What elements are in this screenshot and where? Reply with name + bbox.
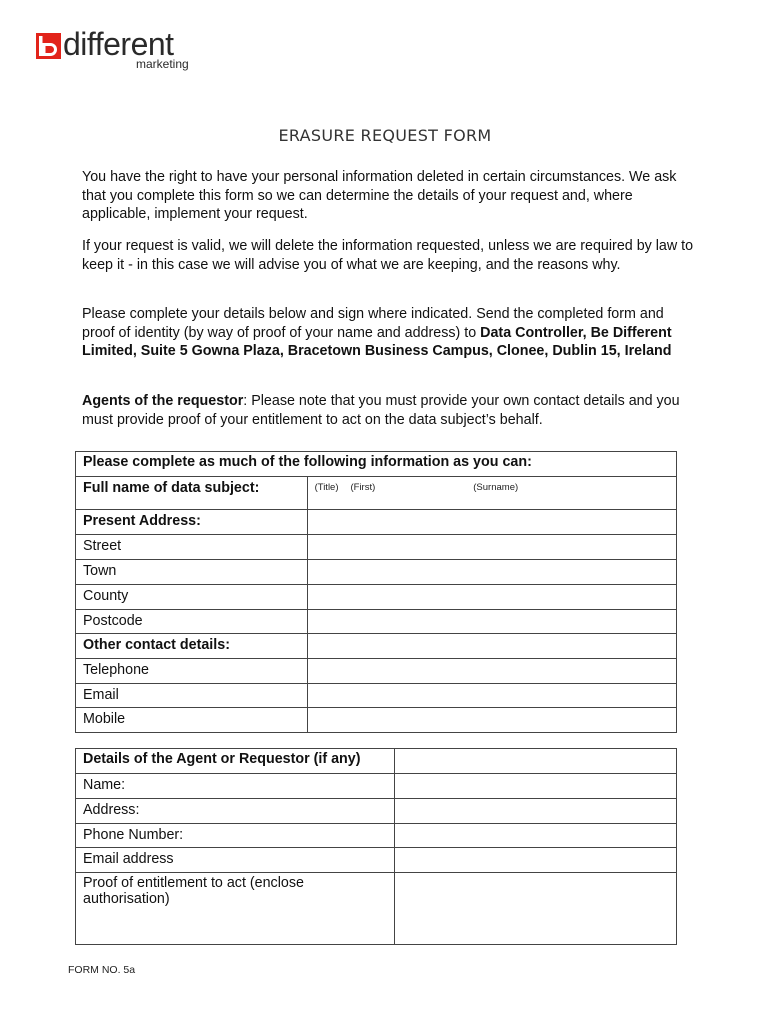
agent-table: [75, 748, 677, 945]
agents-text: : Please note that you must provide your own contact details and you must provide proof of your entitlement to act on the data subject’s behalf.: [82, 393, 680, 428]
agent-phone-label: Phone Number:: [76, 824, 395, 848]
full-name-field[interactable]: [307, 477, 676, 510]
email-label: Email: [76, 684, 308, 708]
agents-paragraph: [82, 392, 694, 429]
send-instructions-text: Please complete your details below and sign where indicated. Send the completed form and proof of identity (by way of proof of your name and address) to: [82, 306, 664, 341]
street-field[interactable]: [307, 535, 676, 560]
agent-name-label: Name:: [76, 774, 395, 799]
agent-address-field[interactable]: [394, 799, 676, 824]
postcode-label: Postcode: [76, 610, 308, 634]
other-contact-label: Other contact details:: [76, 634, 308, 659]
present-address-label: Present Address:: [76, 510, 308, 535]
surname-hint: (Surname): [473, 482, 519, 493]
email-field[interactable]: [307, 684, 676, 708]
town-field[interactable]: [307, 560, 676, 585]
town-label: Town: [76, 560, 308, 585]
data-controller-address: Data Controller, Be Different Limited, Suite 5 Gowna Plaza, Bracetown Business Campus, Clonee, Dublin 15, Ireland: [82, 324, 672, 359]
present-address-field[interactable]: [307, 510, 676, 535]
telephone-label: Telephone: [76, 659, 308, 684]
other-contact-field[interactable]: [307, 634, 676, 659]
company-logo: [36, 26, 206, 75]
subject-table-header: Please complete as much of the following information as you can:: [76, 452, 677, 477]
agent-name-field[interactable]: [394, 774, 676, 799]
agents-label: Agents of the requestor: [82, 393, 244, 409]
logo-b-mark: [36, 33, 61, 59]
mobile-label: Mobile: [76, 708, 308, 733]
intro-paragraph: You have the right to have your personal information deleted in certain circumstances. We ask that you complete this form so we can determine the details of your request and, where applicable, implement your request.: [82, 169, 677, 222]
postcode-field[interactable]: [307, 610, 676, 634]
send-instructions-paragraph: [82, 305, 694, 361]
mobile-field[interactable]: [307, 708, 676, 733]
agent-address-label: Address:: [76, 799, 395, 824]
form-number: FORM NO. 5a: [68, 964, 136, 976]
form-title: ERASURE REQUEST FORM: [278, 126, 492, 145]
logo-wordmark: different: [63, 26, 174, 62]
agent-phone-field[interactable]: [394, 824, 676, 848]
telephone-field[interactable]: [307, 659, 676, 684]
proof-of-entitlement-label: Proof of entitlement to act (enclose authorisation): [76, 873, 395, 945]
street-label: Street: [76, 535, 308, 560]
logo-subtitle: marketing: [136, 57, 189, 71]
proof-of-entitlement-field[interactable]: [394, 873, 676, 945]
agent-email-field[interactable]: [394, 848, 676, 873]
first-name-hint: (First): [350, 482, 376, 493]
agent-table-header: Details of the Agent or Requestor (if any): [76, 749, 395, 774]
agent-email-label: Email address: [76, 848, 395, 873]
title-hint: (Title): [314, 482, 339, 493]
data-subject-table: [75, 451, 677, 733]
full-name-label: Full name of data subject:: [76, 477, 308, 510]
agent-header-field[interactable]: [394, 749, 676, 774]
county-field[interactable]: [307, 585, 676, 610]
validity-paragraph: If your request is valid, we will delete the information requested, unless we are required by law to keep it - in this case we will advise you of what we are keeping, and the reasons why.: [82, 238, 694, 273]
county-label: County: [76, 585, 308, 610]
